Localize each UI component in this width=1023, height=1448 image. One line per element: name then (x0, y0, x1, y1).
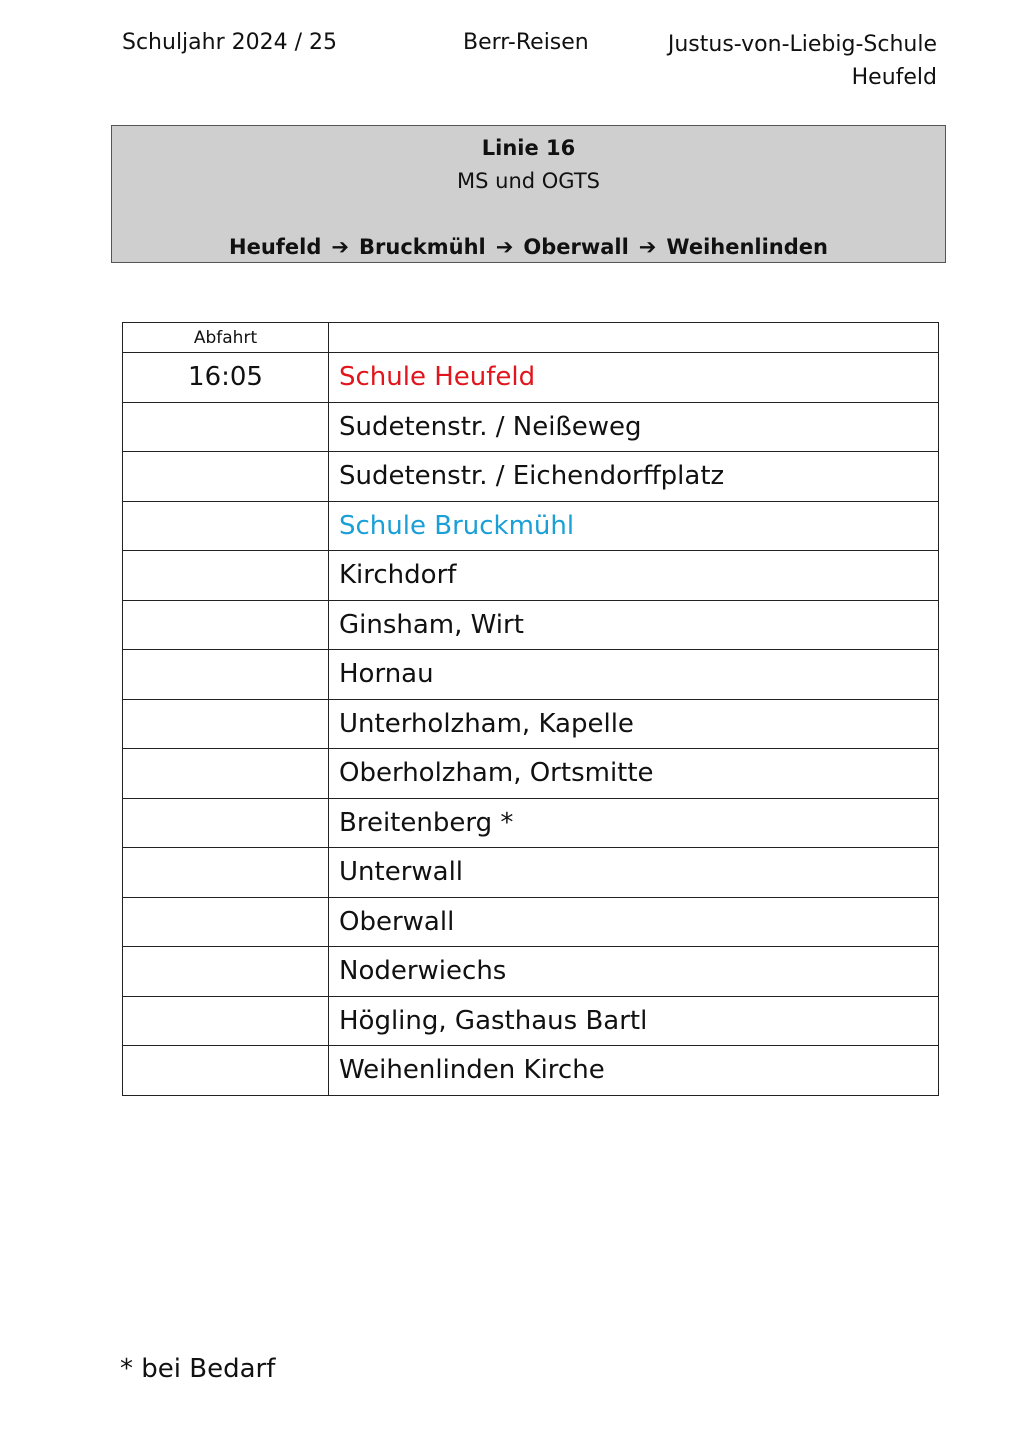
arrow-right-icon: ➔ (638, 235, 657, 259)
stop-name: Kirchdorf (329, 551, 939, 601)
stop-name: Sudetenstr. / Neißeweg (329, 402, 939, 452)
route-stop: Weihenlinden (666, 235, 828, 259)
arrow-right-icon: ➔ (495, 235, 514, 259)
departure-time (123, 402, 329, 452)
departure-time (123, 749, 329, 799)
departure-time (123, 848, 329, 898)
departure-time (123, 996, 329, 1046)
table-row (123, 798, 939, 848)
stop-name: Ginsham, Wirt (329, 600, 939, 650)
stop-name: Schule Heufeld (329, 353, 939, 403)
line-info-box (111, 125, 946, 263)
stop-name: Oberholzham, Ortsmitte (329, 749, 939, 799)
departure-time: 16:05 (123, 353, 329, 403)
arrow-right-icon: ➔ (331, 235, 350, 259)
timetable-header-row (123, 323, 939, 353)
departure-time (123, 501, 329, 551)
stop-name: Hornau (329, 650, 939, 700)
table-row (123, 501, 939, 551)
table-row (123, 551, 939, 601)
departure-time (123, 798, 329, 848)
timetable-body (123, 353, 939, 1096)
departure-time (123, 452, 329, 502)
line-route (112, 233, 945, 261)
table-row (123, 402, 939, 452)
school-year: Schuljahr 2024 / 25 (122, 30, 338, 55)
line-title: Linie 16 (481, 136, 576, 160)
timetable (122, 322, 939, 1096)
stop-name: Unterwall (329, 848, 939, 898)
table-row (123, 749, 939, 799)
table-row (123, 1046, 939, 1096)
page-header (0, 0, 1023, 100)
stop-name: Weihenlinden Kirche (329, 1046, 939, 1096)
route-stop: Heufeld (229, 235, 322, 259)
route-stop: Bruckmühl (359, 235, 486, 259)
departure-time (123, 1046, 329, 1096)
departure-time (123, 650, 329, 700)
line-subtitle: MS und OGTS (457, 169, 600, 193)
departure-time (123, 600, 329, 650)
footnote: * bei Bedarf (120, 1354, 276, 1384)
school-name (668, 28, 937, 94)
departure-time (123, 551, 329, 601)
table-row (123, 600, 939, 650)
table-row (123, 897, 939, 947)
bus-company: Berr-Reisen (463, 30, 589, 55)
column-header-departure: Abfahrt (123, 323, 329, 353)
table-row (123, 452, 939, 502)
route-stop: Oberwall (523, 235, 629, 259)
stop-name: Högling, Gasthaus Bartl (329, 996, 939, 1046)
departure-time (123, 897, 329, 947)
departure-time (123, 947, 329, 997)
departure-time (123, 699, 329, 749)
column-header-stop (329, 323, 939, 353)
table-row (123, 353, 939, 403)
stop-name: Noderwiechs (329, 947, 939, 997)
table-row (123, 848, 939, 898)
stop-name: Sudetenstr. / Eichendorffplatz (329, 452, 939, 502)
stop-name: Oberwall (329, 897, 939, 947)
table-row (123, 699, 939, 749)
stop-name: Unterholzham, Kapelle (329, 699, 939, 749)
school-name-line2: Heufeld (851, 65, 937, 90)
stop-name: Schule Bruckmühl (329, 501, 939, 551)
table-row (123, 996, 939, 1046)
table-row (123, 650, 939, 700)
table-row (123, 947, 939, 997)
school-name-line1: Justus-von-Liebig-Schule (667, 32, 937, 57)
stop-name: Breitenberg * (329, 798, 939, 848)
